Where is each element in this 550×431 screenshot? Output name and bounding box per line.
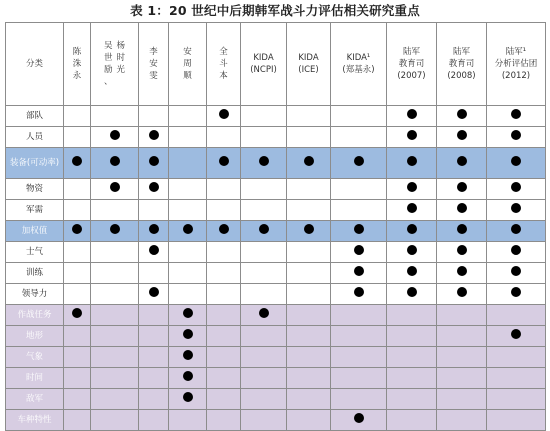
column-header (6, 23, 64, 106)
filled-dot-icon (407, 130, 417, 140)
mark-cell (331, 263, 387, 284)
mark-cell (437, 389, 487, 410)
mark-cell (437, 284, 487, 305)
mark-cell (387, 263, 437, 284)
mark-cell (241, 326, 287, 347)
filled-dot-icon (511, 287, 521, 297)
mark-cell (387, 179, 437, 200)
mark-cell (487, 263, 546, 284)
mark-cell (241, 284, 287, 305)
mark-cell (387, 242, 437, 263)
column-header (287, 23, 331, 106)
column-header (437, 23, 487, 106)
mark-cell (64, 179, 91, 200)
table-row (6, 389, 546, 410)
mark-cell (437, 263, 487, 284)
mark-cell (169, 221, 207, 242)
table-row (6, 326, 546, 347)
filled-dot-icon (259, 308, 269, 318)
filled-dot-icon (457, 109, 467, 119)
mark-cell (487, 410, 546, 431)
filled-dot-icon (259, 224, 269, 234)
mark-cell (207, 127, 241, 148)
mark-cell (64, 200, 91, 221)
mark-cell (64, 326, 91, 347)
column-header-text: 陆军 教育司 (2008) (447, 47, 476, 81)
mark-cell (139, 200, 169, 221)
mark-cell (287, 148, 331, 179)
mark-cell (139, 179, 169, 200)
mark-cell (437, 305, 487, 326)
mark-cell (169, 326, 207, 347)
mark-cell (64, 263, 91, 284)
filled-dot-icon (219, 109, 229, 119)
mark-cell (169, 127, 207, 148)
mark-cell (169, 410, 207, 431)
filled-dot-icon (511, 109, 521, 119)
mark-cell (64, 410, 91, 431)
mark-cell (331, 284, 387, 305)
filled-dot-icon (407, 224, 417, 234)
mark-cell (207, 221, 241, 242)
mark-cell (287, 221, 331, 242)
filled-dot-icon (457, 287, 467, 297)
mark-cell (64, 305, 91, 326)
mark-cell (287, 326, 331, 347)
mark-cell (139, 389, 169, 410)
mark-cell (241, 305, 287, 326)
mark-cell (241, 127, 287, 148)
mark-cell (207, 284, 241, 305)
mark-cell (487, 284, 546, 305)
filled-dot-icon (407, 287, 417, 297)
mark-cell (169, 263, 207, 284)
filled-dot-icon (183, 329, 193, 339)
filled-dot-icon (183, 224, 193, 234)
mark-cell (139, 263, 169, 284)
filled-dot-icon (183, 350, 193, 360)
mark-cell (139, 284, 169, 305)
mark-cell (139, 347, 169, 368)
table-row (6, 368, 546, 389)
filled-dot-icon (457, 224, 467, 234)
filled-dot-icon (149, 182, 159, 192)
mark-cell (437, 106, 487, 127)
mark-cell (487, 368, 546, 389)
filled-dot-icon (511, 224, 521, 234)
mark-cell (437, 410, 487, 431)
mark-cell (387, 148, 437, 179)
mark-cell (287, 410, 331, 431)
mark-cell (139, 127, 169, 148)
mark-cell (331, 347, 387, 368)
filled-dot-icon (511, 182, 521, 192)
mark-cell (387, 326, 437, 347)
mark-cell (91, 221, 139, 242)
filled-dot-icon (72, 156, 82, 166)
mark-cell (241, 179, 287, 200)
mark-cell (387, 127, 437, 148)
mark-cell (139, 326, 169, 347)
mark-cell (91, 263, 139, 284)
mark-cell (331, 179, 387, 200)
mark-cell (64, 347, 91, 368)
row-category: 加权值 (6, 221, 64, 242)
mark-cell (331, 410, 387, 431)
mark-cell (387, 347, 437, 368)
filled-dot-icon (110, 130, 120, 140)
mark-cell (207, 106, 241, 127)
mark-cell (241, 347, 287, 368)
filled-dot-icon (110, 182, 120, 192)
filled-dot-icon (457, 182, 467, 192)
table-row (6, 200, 546, 221)
mark-cell (139, 106, 169, 127)
mark-cell (91, 389, 139, 410)
mark-cell (487, 221, 546, 242)
filled-dot-icon (259, 156, 269, 166)
filled-dot-icon (72, 308, 82, 318)
column-header (241, 23, 287, 106)
mark-cell (91, 326, 139, 347)
mark-cell (487, 242, 546, 263)
mark-cell (331, 305, 387, 326)
row-category: 敌军 (6, 389, 64, 410)
table-row (6, 106, 546, 127)
mark-cell (64, 389, 91, 410)
filled-dot-icon (457, 266, 467, 276)
filled-dot-icon (183, 371, 193, 381)
mark-cell (487, 200, 546, 221)
filled-dot-icon (354, 413, 364, 423)
mark-cell (207, 263, 241, 284)
mark-cell (91, 106, 139, 127)
column-header-text: 安 周 顺 (183, 47, 192, 81)
filled-dot-icon (511, 203, 521, 213)
mark-cell (91, 200, 139, 221)
filled-dot-icon (407, 182, 417, 192)
mark-cell (487, 326, 546, 347)
row-category: 物资 (6, 179, 64, 200)
mark-cell (169, 305, 207, 326)
mark-cell (331, 326, 387, 347)
mark-cell (331, 106, 387, 127)
mark-cell (287, 368, 331, 389)
column-header (139, 23, 169, 106)
column-header (169, 23, 207, 106)
mark-cell (169, 284, 207, 305)
mark-cell (64, 148, 91, 179)
mark-cell (91, 284, 139, 305)
column-header-text: 吴 世 励 、 杨 时 光 (103, 41, 126, 87)
filled-dot-icon (354, 224, 364, 234)
mark-cell (331, 221, 387, 242)
mark-cell (387, 368, 437, 389)
column-header (64, 23, 91, 106)
row-category: 领导力 (6, 284, 64, 305)
mark-cell (207, 305, 241, 326)
mark-cell (139, 221, 169, 242)
filled-dot-icon (149, 287, 159, 297)
mark-cell (287, 127, 331, 148)
filled-dot-icon (354, 156, 364, 166)
filled-dot-icon (407, 156, 417, 166)
column-header-text: 陈 洙 永 (72, 47, 82, 81)
mark-cell (207, 242, 241, 263)
mark-cell (241, 242, 287, 263)
filled-dot-icon (110, 156, 120, 166)
mark-cell (139, 368, 169, 389)
mark-cell (437, 127, 487, 148)
mark-cell (207, 179, 241, 200)
mark-cell (91, 127, 139, 148)
mark-cell (487, 148, 546, 179)
table-row (6, 221, 546, 242)
mark-cell (241, 148, 287, 179)
mark-cell (91, 410, 139, 431)
filled-dot-icon (511, 245, 521, 255)
mark-cell (207, 410, 241, 431)
mark-cell (241, 389, 287, 410)
mark-cell (437, 200, 487, 221)
mark-cell (169, 242, 207, 263)
table-row (6, 347, 546, 368)
filled-dot-icon (304, 224, 314, 234)
mark-cell (287, 263, 331, 284)
filled-dot-icon (407, 266, 417, 276)
mark-cell (437, 242, 487, 263)
row-category: 时间 (6, 368, 64, 389)
table-row (6, 242, 546, 263)
mark-cell (331, 389, 387, 410)
mark-cell (487, 106, 546, 127)
table-row (6, 148, 546, 179)
filled-dot-icon (354, 266, 364, 276)
table-row (6, 284, 546, 305)
mark-cell (287, 200, 331, 221)
mark-cell (331, 127, 387, 148)
column-header-text: KIDA (ICE) (298, 53, 319, 75)
column-header-text: 李 安 雯 (149, 47, 158, 81)
filled-dot-icon (407, 109, 417, 119)
mark-cell (91, 148, 139, 179)
mark-cell (169, 347, 207, 368)
mark-cell (437, 148, 487, 179)
filled-dot-icon (72, 224, 82, 234)
table-row (6, 127, 546, 148)
filled-dot-icon (511, 329, 521, 339)
mark-cell (287, 242, 331, 263)
filled-dot-icon (149, 245, 159, 255)
mark-cell (139, 305, 169, 326)
mark-cell (331, 242, 387, 263)
column-header (331, 23, 387, 106)
mark-cell (331, 368, 387, 389)
mark-cell (241, 410, 287, 431)
mark-cell (437, 221, 487, 242)
mark-cell (241, 368, 287, 389)
mark-cell (64, 106, 91, 127)
mark-cell (241, 106, 287, 127)
table-title: 表 1：20 世纪中后期韩军战斗力评估相关研究重点 (130, 3, 420, 18)
mark-cell (241, 221, 287, 242)
mark-cell (387, 106, 437, 127)
mark-cell (287, 347, 331, 368)
research-table (5, 22, 546, 431)
row-category: 作战任务 (6, 305, 64, 326)
mark-cell (241, 263, 287, 284)
mark-cell (437, 326, 487, 347)
mark-cell (91, 305, 139, 326)
filled-dot-icon (511, 266, 521, 276)
mark-cell (207, 389, 241, 410)
filled-dot-icon (457, 130, 467, 140)
row-category: 部队 (6, 106, 64, 127)
header-row (6, 23, 546, 106)
mark-cell (287, 106, 331, 127)
mark-cell (207, 148, 241, 179)
filled-dot-icon (457, 203, 467, 213)
filled-dot-icon (354, 245, 364, 255)
column-header-text: 陆军 教育司 (2007) (397, 47, 426, 81)
mark-cell (287, 179, 331, 200)
mark-cell (437, 368, 487, 389)
mark-cell (487, 127, 546, 148)
mark-cell (169, 179, 207, 200)
mark-cell (64, 221, 91, 242)
column-header (387, 23, 437, 106)
row-category: 训练 (6, 263, 64, 284)
mark-cell (64, 242, 91, 263)
column-header-text: KIDA (NCPI) (250, 53, 277, 75)
column-header-text: 全 斗 本 (219, 47, 228, 81)
mark-cell (169, 148, 207, 179)
mark-cell (207, 347, 241, 368)
mark-cell (387, 221, 437, 242)
mark-cell (91, 242, 139, 263)
table-body (6, 106, 546, 431)
filled-dot-icon (149, 224, 159, 234)
table-row (6, 179, 546, 200)
filled-dot-icon (219, 224, 229, 234)
column-header-text: 陆军¹ 分析评估团 (2012) (494, 47, 538, 81)
mark-cell (91, 347, 139, 368)
column-header (91, 23, 139, 106)
mark-cell (64, 368, 91, 389)
mark-cell (207, 200, 241, 221)
filled-dot-icon (511, 130, 521, 140)
filled-dot-icon (183, 392, 193, 402)
row-category: 车种特性 (6, 410, 64, 431)
mark-cell (139, 242, 169, 263)
mark-cell (64, 284, 91, 305)
mark-cell (169, 368, 207, 389)
column-header-text: KIDA¹ (郑基永) (342, 53, 375, 75)
mark-cell (387, 305, 437, 326)
filled-dot-icon (149, 156, 159, 166)
mark-cell (437, 347, 487, 368)
mark-cell (241, 200, 287, 221)
mark-cell (437, 179, 487, 200)
mark-cell (487, 305, 546, 326)
row-category: 装备(可动率) (6, 148, 64, 179)
column-header-text: 分类 (25, 59, 43, 69)
row-category: 地形 (6, 326, 64, 347)
filled-dot-icon (219, 156, 229, 166)
mark-cell (287, 305, 331, 326)
row-category: 士气 (6, 242, 64, 263)
filled-dot-icon (511, 156, 521, 166)
mark-cell (287, 284, 331, 305)
filled-dot-icon (149, 130, 159, 140)
mark-cell (207, 326, 241, 347)
mark-cell (387, 389, 437, 410)
mark-cell (487, 179, 546, 200)
table-row (6, 410, 546, 431)
mark-cell (139, 148, 169, 179)
filled-dot-icon (110, 224, 120, 234)
mark-cell (169, 200, 207, 221)
mark-cell (387, 410, 437, 431)
row-category: 军需 (6, 200, 64, 221)
mark-cell (169, 106, 207, 127)
mark-cell (387, 200, 437, 221)
mark-cell (139, 410, 169, 431)
filled-dot-icon (407, 245, 417, 255)
column-header (207, 23, 241, 106)
mark-cell (207, 368, 241, 389)
mark-cell (331, 148, 387, 179)
table-row (6, 263, 546, 284)
filled-dot-icon (304, 156, 314, 166)
mark-cell (91, 368, 139, 389)
filled-dot-icon (457, 156, 467, 166)
row-category: 气象 (6, 347, 64, 368)
table-row (6, 305, 546, 326)
mark-cell (387, 284, 437, 305)
row-category: 人员 (6, 127, 64, 148)
filled-dot-icon (183, 308, 193, 318)
mark-cell (487, 389, 546, 410)
mark-cell (64, 127, 91, 148)
mark-cell (91, 179, 139, 200)
filled-dot-icon (407, 203, 417, 213)
column-header (487, 23, 546, 106)
mark-cell (331, 200, 387, 221)
filled-dot-icon (354, 287, 364, 297)
mark-cell (287, 389, 331, 410)
mark-cell (169, 389, 207, 410)
mark-cell (487, 347, 546, 368)
filled-dot-icon (457, 245, 467, 255)
